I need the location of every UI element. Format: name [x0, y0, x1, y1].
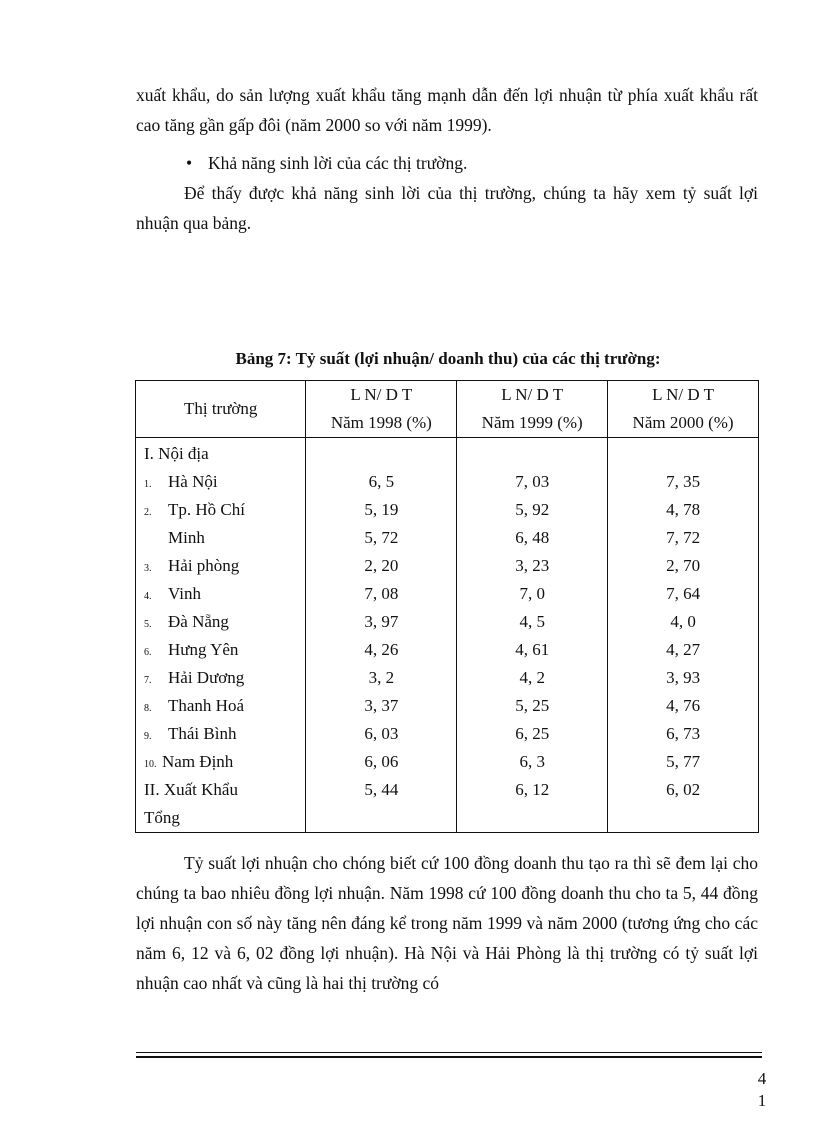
value-cell: 5, 25 — [515, 696, 550, 715]
market-labels-column — [136, 438, 306, 833]
label-hai-duong: 7. Hải Dương — [144, 668, 245, 687]
footer-divider-thick — [136, 1056, 762, 1058]
value-cell: 4, 76 — [666, 696, 701, 715]
label-domestic: I. Nội địa — [144, 444, 209, 463]
label-hcm-2: Minh — [168, 528, 205, 547]
value-cell: 4, 5 — [519, 612, 545, 631]
value-cell: 7, 72 — [666, 528, 701, 547]
label-thai-binh: 9. Thái Bình — [144, 724, 237, 743]
page-number: 4 1 — [757, 1069, 767, 1110]
header-1999: L N/ D T Năm 1999 (%) — [457, 381, 608, 438]
value-cell: 5, 19 — [364, 500, 399, 519]
table-header-row — [136, 381, 759, 438]
label-ha-noi: 1. Hà Nội — [144, 472, 218, 491]
value-cell: 6, 06 — [364, 752, 399, 771]
header-2000: L N/ D T Năm 2000 (%) — [608, 381, 759, 438]
value-cell: 6, 5 — [368, 472, 395, 491]
value-cell: 3, 97 — [364, 612, 399, 631]
value-cell: 3, 23 — [515, 556, 550, 575]
value-cell: 7, 08 — [364, 584, 399, 603]
label-hai-phong: 3. Hải phòng — [144, 556, 240, 575]
value-cell: 7, 35 — [666, 472, 701, 491]
value-cell: 5, 72 — [364, 528, 399, 547]
table-caption: Bảng 7: Tỷ suất (lợi nhuận/ doanh thu) của các thị trường: — [235, 349, 661, 368]
label-total: Tổng — [144, 808, 180, 827]
value-cell: 5, 92 — [515, 500, 550, 519]
value-cell: 7, 0 — [519, 584, 545, 603]
value-cell: 3, 37 — [364, 696, 399, 715]
value-cell: 4, 78 — [666, 500, 701, 519]
bullet-item — [186, 148, 467, 178]
column-2000 — [608, 438, 759, 833]
label-hung-yen: 6. Hưng Yên — [144, 640, 239, 659]
label-vinh: 4. Vinh — [144, 584, 201, 603]
table-body-row — [136, 438, 759, 833]
label-da-nang: 5. Đà Nẵng — [144, 612, 229, 631]
value-cell: 7, 03 — [515, 472, 550, 491]
value-cell: 3, 93 — [666, 668, 701, 687]
value-cell: 6, 25 — [515, 724, 550, 743]
bullet-text: Khả năng sinh lời của các thị trường. — [208, 153, 468, 173]
value-cell: 4, 27 — [666, 640, 701, 659]
value-cell: 6, 48 — [515, 528, 550, 547]
label-nam-dinh: 10. Nam Định — [144, 752, 234, 771]
profit-ratio-table — [135, 380, 759, 833]
paragraph-intro-table: Để thấy được khả năng sinh lời của thị trường, chúng ta hãy xem tỷ suất lợi nhuận qua bảng. — [136, 183, 758, 233]
label-export: II. Xuất Khẩu — [144, 780, 238, 799]
value-cell: 4, 0 — [670, 612, 696, 631]
footer-divider-thin — [136, 1052, 762, 1053]
value-cell: 4, 26 — [364, 640, 399, 659]
header-market: Thị trường — [136, 381, 306, 438]
paragraph-analysis: Tỷ suất lợi nhuận cho chóng biết cứ 100 đồng doanh thu tạo ra thì sẽ đem lại cho chúng ta bao nhiêu đồng lợi nhuận. Năm 1998 cứ 100 đồng doanh thu cho ta 5, 44 đồng lợi nhuận con số này tăng nên đáng kể trong năm 1999 và năm 2000 (tương ứng cho các năm 6, 12 và 6, 02 đồng lợi nhuận). Hà Nội và Hải Phòng là thị trường có tỷ suất lợi nhuận cao nhất và cũng là hai thị trường có — [136, 853, 758, 993]
value-cell: 5, 44 — [364, 780, 399, 799]
value-cell: 7, 64 — [666, 584, 701, 603]
value-cell: 2, 20 — [364, 556, 399, 575]
header-1998: L N/ D T Năm 1998 (%) — [306, 381, 457, 438]
value-cell: 6, 73 — [666, 724, 701, 743]
value-cell: 6, 12 — [515, 780, 550, 799]
label-thanh-hoa: 8. Thanh Hoá — [144, 696, 245, 715]
value-cell: 6, 02 — [666, 780, 701, 799]
value-cell: 2, 70 — [666, 556, 701, 575]
value-cell: 6, 3 — [519, 752, 545, 771]
column-1998 — [306, 438, 457, 833]
label-hcm-1: 2. Tp. Hồ Chí — [144, 500, 245, 519]
column-1999 — [457, 438, 608, 833]
value-cell: 3, 2 — [368, 668, 395, 687]
paragraph-export-profit: xuất khẩu, do sản lượng xuất khẩu tăng mạnh dẫn đến lợi nhuận từ phía xuất khẩu rất cao tăng gần gấp đôi (năm 2000 so với năm 1999). — [136, 85, 758, 135]
value-cell: 4, 61 — [515, 640, 550, 659]
value-cell: 6, 03 — [364, 724, 399, 743]
bullet-dot-icon: • — [186, 153, 193, 173]
value-cell: 4, 2 — [519, 668, 545, 687]
value-cell: 5, 77 — [666, 752, 701, 771]
